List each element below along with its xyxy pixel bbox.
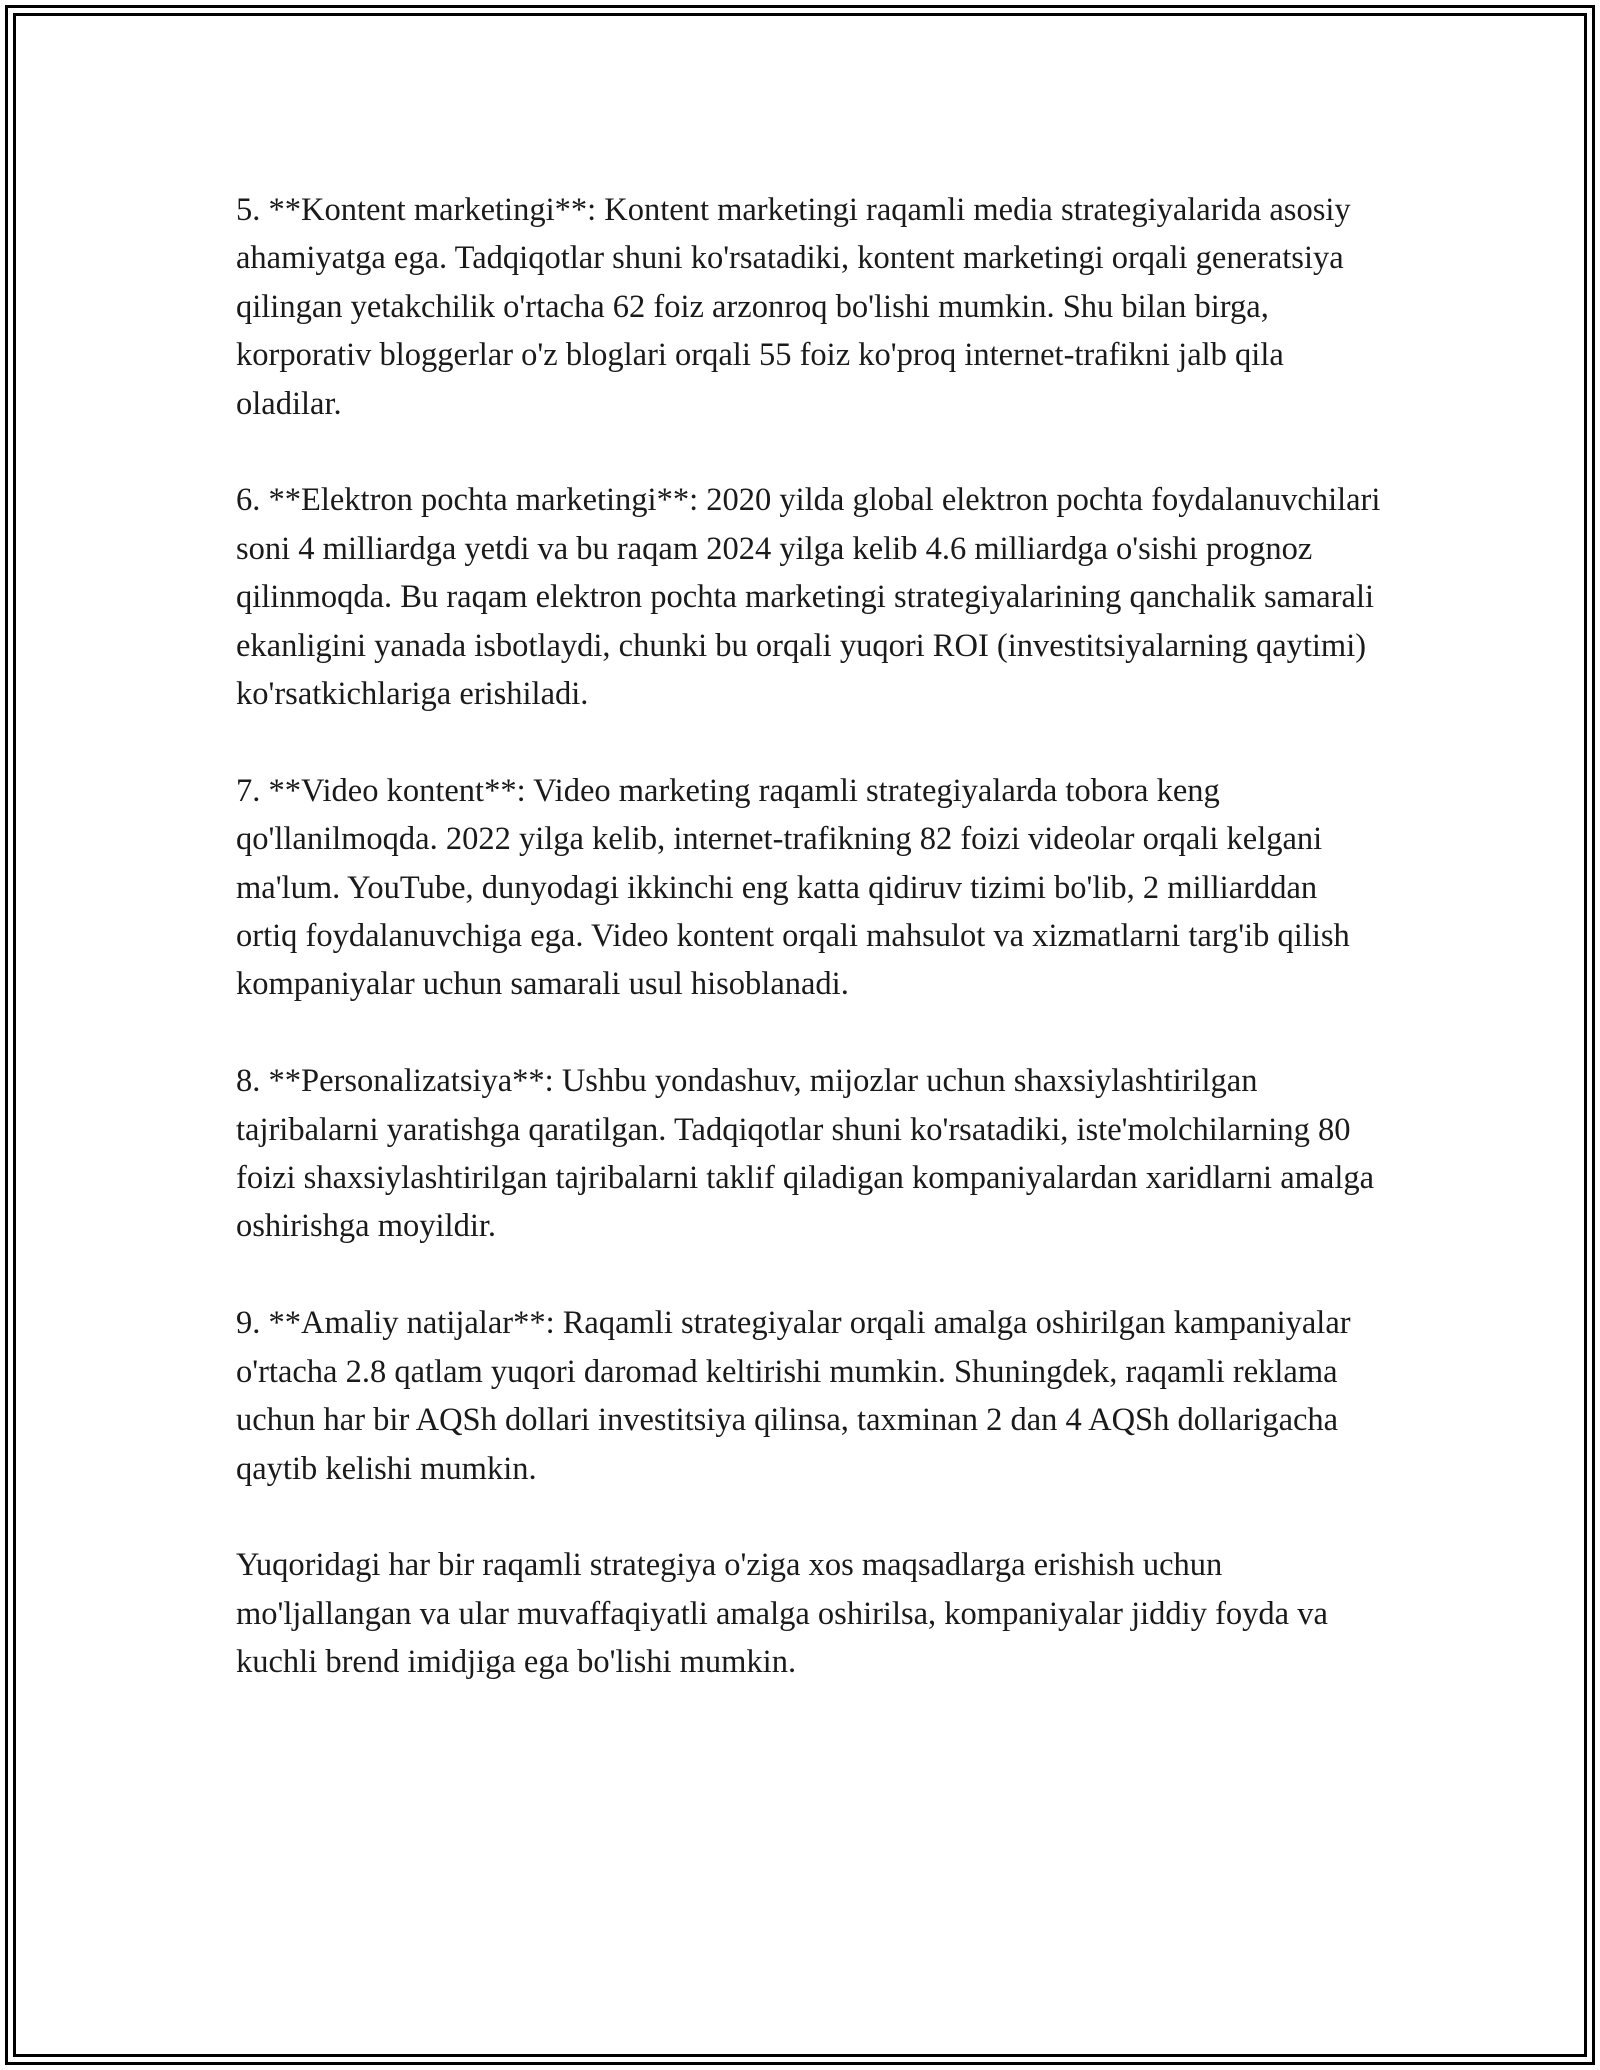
paragraph-video-content: 7. **Video kontent**: Video marketing raqamli strategiyalarda tobora keng qo'llanilmoqda. 2022 yilga kelib, internet-trafikning 82 foizi videolar orqali kelgani ma'lum. YouTube, dunyodagi ikkinchi eng katta qidiruv tizimi bo'lib, 2 milliarddan ortiq foydalanuvchiga ega. Video kontent orqali mahsulot va xizmatlarni targ'ib qilish kompaniyalar uchun samarali usul hisoblanadi.	[236, 772, 1350, 1003]
paragraph-personalization: 8. **Personalizatsiya**: Ushbu yondashuv, mijozlar uchun shaxsiylashtirilgan tajribalarni yaratishga qaratilgan. Tadqiqotlar shuni ko'rsatadiki, iste'molchilarning 80 foizi shaxsiylashtirilgan tajribalarni taklif qiladigan kompaniyalardan xaridlarni amalga oshirishga moyildir.	[236, 1063, 1375, 1245]
paragraph-conclusion: Yuqoridagi har bir raqamli strategiya o'ziga xos maqsadlarga erishish uchun mo'ljallangan va ular muvaffaqiyatli amalga oshirilsa, kompaniyalar jiddiy foyda va kuchli brend imidjiga ega bo'lishi mumkin.	[236, 1547, 1328, 1681]
paragraph-practical-results: 9. **Amaliy natijalar**: Raqamli strategiyalar orqali amalga oshirilgan kampaniyalar o'rtacha 2.8 qatlam yuqori daromad keltirishi mumkin. Shuningdek, raqamli reklama uchun har bir AQSh dollari investitsiya qilinsa, taxminan 2 dan 4 AQSh dollarigacha qaytib kelishi mumkin.	[236, 1305, 1351, 1487]
document-body	[236, 186, 1386, 1735]
paragraph-email-marketing: 6. **Elektron pochta marketingi**: 2020 yilda global elektron pochta foydalanuvchilari soni 4 milliardga yetdi va bu raqam 2024 yilga kelib 4.6 milliardga o'sishi prognoz qilinmoqda. Bu raqam elektron pochta marketingi strategiyalarining qanchalik samarali ekanligini yanada isbotlaydi, chunki bu orqali yuqori ROI (investitsiyalarning qaytimi) ko'rsatkichlariga erishiladi.	[236, 482, 1381, 713]
paragraph-content-marketing: 5. **Kontent marketingi**: Kontent marketingi raqamli media strategiyalarida asosiy ahamiyatga ega. Tadqiqotlar shuni ko'rsatadiki, kontent marketingi orqali generatsiya qilingan yetakchilik o'rtacha 62 foiz arzonroq bo'lishi mumkin. Shu bilan birga, korporativ bloggerlar o'z bloglari orqali 55 foiz ko'proq internet-trafikni jalb qila oladilar.	[236, 192, 1351, 422]
